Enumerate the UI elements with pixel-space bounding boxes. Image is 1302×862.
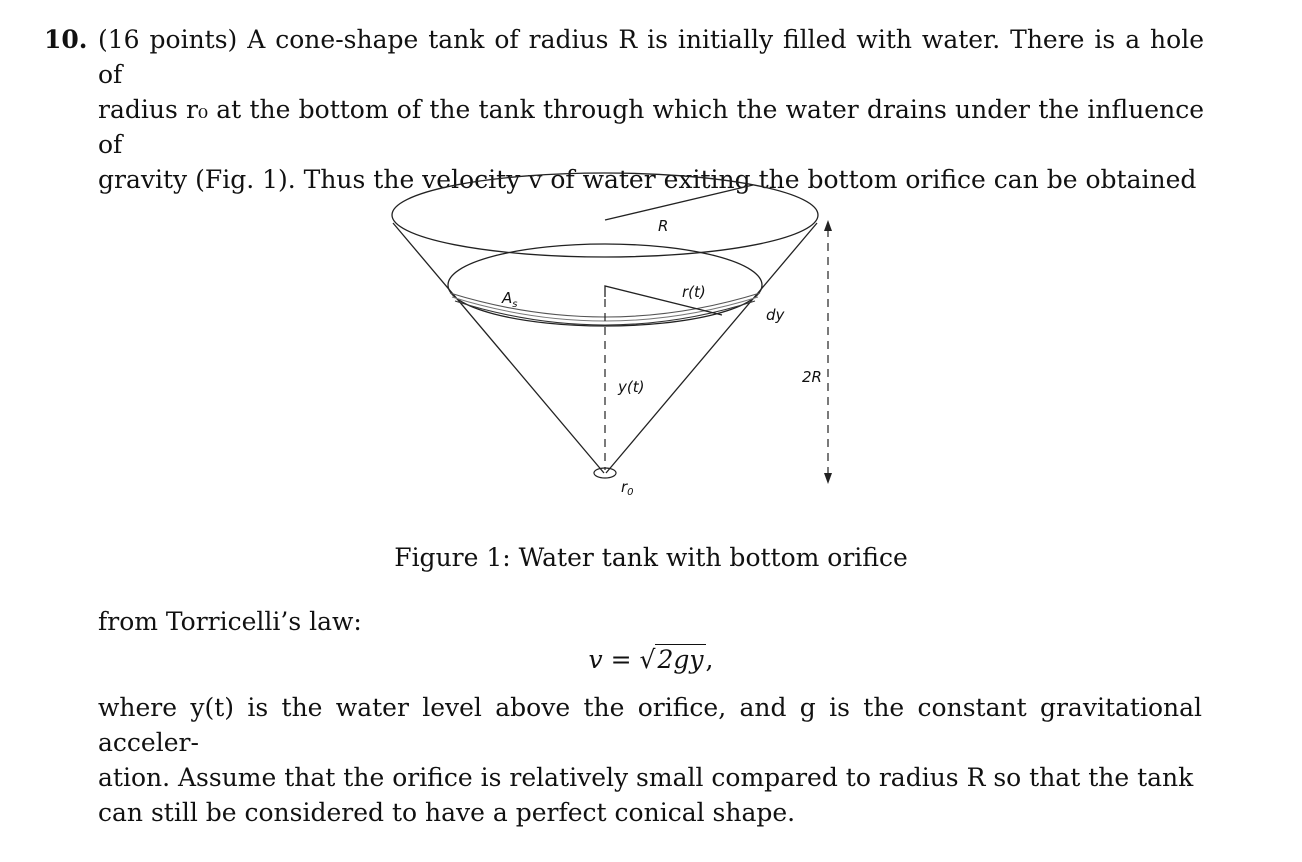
label-A-sub: s	[512, 299, 518, 310]
label-dy: dy	[766, 306, 785, 324]
cone-left-side	[393, 223, 604, 473]
explanation-line-2: ation. Assume that the orifice is relatively small compared to radius R so that the tank	[98, 763, 1194, 792]
label-r0	[621, 478, 634, 498]
explanation-line-3: can still be considered to have a perfect conical shape.	[98, 798, 796, 827]
sqrt-symbol: √	[639, 645, 656, 674]
explanation-line-1: where y(t) is the water level above the orifice, and g is the constant gravitational acceler-	[98, 693, 1202, 757]
cone-tank-diagram	[380, 165, 850, 505]
equation-tail: ,	[705, 645, 714, 674]
equation-radicand: 2gy	[657, 645, 704, 674]
label-A-s	[501, 289, 517, 310]
radius-R-line	[605, 185, 753, 220]
problem-line-1: (16 points) A cone-shape tank of radius R is initially filled with water. There is a hole of	[98, 25, 1204, 89]
label-A: A	[502, 289, 513, 307]
intro-text: from Torricelli’s law:	[98, 607, 362, 636]
sqrt-expression	[640, 642, 706, 677]
torricelli-equation	[0, 642, 1302, 677]
problem-number: 10.	[44, 25, 88, 54]
label-r-t: r(t)	[682, 283, 706, 301]
height-arrow-top	[824, 220, 832, 231]
equation-lhs: v =	[588, 645, 640, 674]
cone-right-side	[606, 223, 817, 473]
label-2R: 2R	[802, 368, 822, 386]
problem-line-3: gravity (Fig. 1). Thus the velocity v of water exiting the bottom orifice can be obtained	[98, 165, 1197, 194]
figure-caption: Figure 1: Water tank with bottom orifice	[394, 543, 908, 572]
problem-line-2: radius r₀ at the bottom of the tank through which the water drains under the influence of	[98, 95, 1204, 159]
label-r: r	[621, 478, 628, 496]
cone-tank-figure	[380, 165, 850, 505]
label-r0-sub: 0	[627, 487, 634, 498]
label-R: R	[658, 217, 669, 235]
label-y-t: y(t)	[618, 378, 645, 396]
height-arrow-bottom	[824, 473, 832, 484]
explanation-paragraph	[98, 690, 1202, 830]
